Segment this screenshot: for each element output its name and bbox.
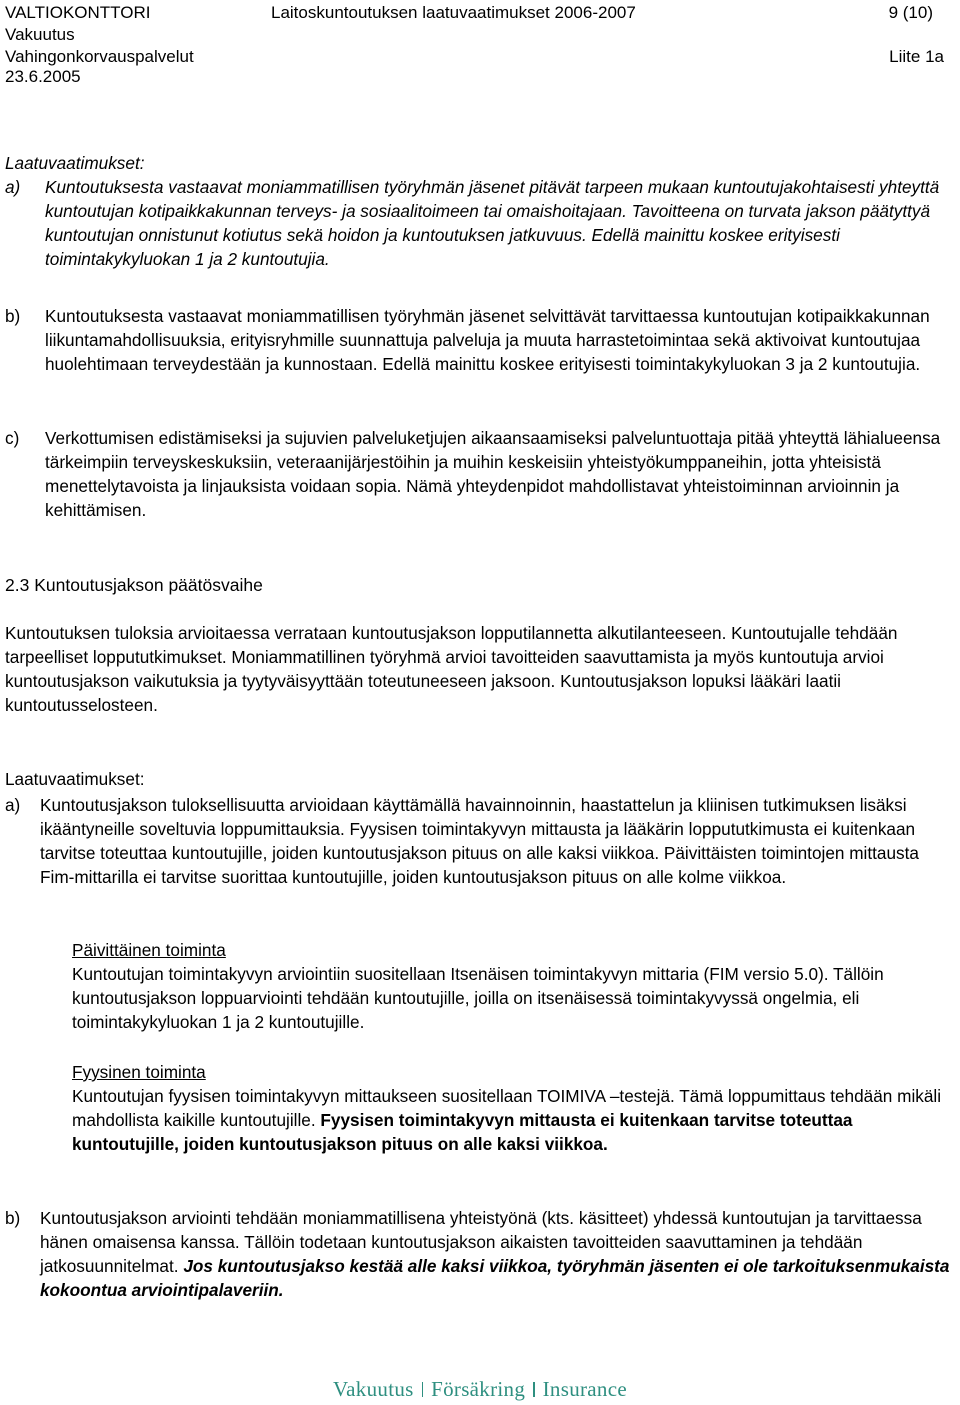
requirements-section-1 bbox=[5, 151, 955, 271]
section-paragraph: Kuntoutuksen tuloksia arvioitaessa verrataan kuntoutusjakson lopputilannetta alkutilanteeseen. Kuntoutujalle tehdään tarpeelliset loppututkimukset. Moniammatillinen työryhmä arvioi tavoitteiden saavuttamista ja myös kuntoutuja arvioi kuntoutusjakson vaikutuksia ja tyytyväisyyttään toteutuneeseen jaksoon. Kuntoutusjakson lopuksi lääkäri laatii kuntoutusselosteen. bbox=[5, 623, 898, 715]
requirements-heading: Laatuvaatimukset: bbox=[5, 153, 145, 173]
requirement-a-2 bbox=[5, 793, 955, 889]
requirement-label: b) bbox=[5, 306, 21, 326]
requirement-b bbox=[5, 304, 955, 376]
footer-separator bbox=[422, 1382, 424, 1397]
subsection-title: Fyysinen toiminta bbox=[72, 1062, 206, 1082]
subsection-bold-text: Fyysisen toimintakyvyn mittausta ei kuitenkaan tarvitse toteuttaa kuntoutujille, joiden kuntoutusjakson pituus on alle kaksi viikkoa. bbox=[72, 1110, 853, 1154]
footer-separator bbox=[533, 1382, 535, 1397]
page-number: 9 (10) bbox=[888, 3, 933, 22]
footer-word-swedish: Försäkring bbox=[431, 1377, 526, 1401]
footer-word-finnish: Vakuutus bbox=[333, 1377, 414, 1401]
requirement-label: a) bbox=[5, 177, 21, 197]
section-heading: 2.3 Kuntoutusjakson päätösvaihe bbox=[5, 575, 263, 595]
requirement-text: Kuntoutuksesta vastaavat moniammatillisen työryhmän jäsenet pitävät tarpeen mukaan kuntoutujakohtaisesti yhteyttä kuntoutujan kotipaikkakunnan terveys- ja sosiaalitoimeen tai omaishoitajaan. Tavoitteena on turvata jakson päätyttyä kuntoutujan onnistunut kotiutus sekä hoidon ja kuntoutuksen jatkuvuus. Edellä mainittu koskee erityisesti toimintakykyluokan 1 ja 2 kuntoutujia. bbox=[45, 177, 940, 269]
subsection-text: Kuntoutujan fyysisen toimintakyvyn mittaukseen suositellaan TOIMIVA –testejä. Tämä loppumittaus tehdään mikäli mahdollista kaikille kuntoutujille. Fyysisen toimintakyvyn mittausta ei kuitenkaan tarvitse toteuttaa kuntoutujille, joiden kuntoutusjakson pituus on alle kaksi viikkoa. bbox=[72, 1086, 942, 1154]
subsection-title: Päivittäinen toiminta bbox=[72, 940, 226, 960]
document-title: Laitoskuntoutuksen laatuvaatimukset 2006-2007 bbox=[271, 3, 636, 22]
requirement-text: Kuntoutuksesta vastaavat moniammatillisen työryhmän jäsenet selvittävät tarvittaessa kuntoutujan kotipaikkakunnan liikuntamahdollisuuksia, erityisryhmille suunnattuja palveluja ja muuta harrastetoimintaa sekä aktivoivat kuntoutujaa huolehtimaan terveydestään ja kunnostaan. Edellä mainittu koskee erityisesti toimintakykyluokan 3 ja 2 kuntoutujia. bbox=[45, 306, 930, 374]
department: Vakuutus bbox=[5, 25, 75, 44]
sub-department: Vahingonkorvauspalvelut bbox=[5, 47, 194, 66]
requirement-b-2 bbox=[5, 1206, 955, 1302]
requirement-bold-text: Jos kuntoutusjakso kestää alle kaksi viikkoa, työryhmän jäsenten ei ole tarkoituksenmukaista kokoontua arviointipalaveriin. bbox=[40, 1256, 950, 1300]
requirement-text: Kuntoutusjakson arviointi tehdään moniammatillisena yhteistyönä (kts. käsitteet) yhdessä kuntoutujan ja tarvittaessa hänen omaisensa kanssa. Tällöin todetaan kuntoutusjakson aikaisten tavoitteiden saavuttaminen ja tehdään jatkosuunnitelmat. Jos kuntoutusjakso kestää alle kaksi viikkoa, työryhmän jäsenten ei ole tarkoituksenmukaista kokoontua arviointipalaveriin. bbox=[40, 1208, 950, 1300]
subsection-daily-activities bbox=[5, 938, 955, 1034]
requirement-text: Kuntoutusjakson tuloksellisuutta arvioidaan käyttämällä havainnoinnin, haastattelun ja kliinisen tutkimuksen lisäksi ikääntyneille soveltuvia loppumittauksia. Fyysisen toimintakyvyn mittausta ja lääkärin loppututkimusta ei kuitenkaan tarvitse toteuttaa kuntoutujille, joiden kuntoutusjakson pituus on alle kaksi viikkoa. Päivittäisten toimintojen mittausta Fim-mittarilla ei tarvitse suorittaa kuntoutujille, joiden kuntoutusjakson pituus on alle kolme viikkoa. bbox=[40, 795, 919, 887]
document-date: 23.6.2005 bbox=[5, 67, 81, 86]
requirement-label: c) bbox=[5, 428, 20, 448]
footer-logo bbox=[0, 1377, 960, 1402]
requirement-a bbox=[5, 175, 955, 271]
appendix-label: Liite 1a bbox=[889, 47, 944, 66]
requirement-label: a) bbox=[5, 795, 21, 815]
requirements-heading-2: Laatuvaatimukset: bbox=[5, 769, 145, 789]
requirement-text: Verkottumisen edistämiseksi ja sujuvien palveluketjujen aikaansaamiseksi palveluntuottaja pitää yhteyttä lähialueensa tärkeimpiin terveyskeskuksiin, veteraanijärjestöihin ja muihin keskeisiin yhteistyökumppaneihin, jotta yhteisistä menettelytavoista ja linjauksista voidaan sopia. Nämä yhteydenpidot mahdollistavat yhteistoiminnan arvioinnin ja kehittämisen. bbox=[45, 428, 941, 520]
subsection-text: Kuntoutujan toimintakyvyn arviointiin suositellaan Itsenäisen toimintakyvyn mittaria (FIM versio 5.0). Tällöin kuntoutusjakson loppuarviointi tehdään kuntoutujille, joilla on itsenäisessä toimintakyvyssä ongelmia, eli toimintakykyluokan 1 ja 2 kuntoutujille. bbox=[72, 964, 884, 1032]
footer-word-english: Insurance bbox=[542, 1377, 627, 1401]
org-name: VALTIOKONTTORI bbox=[5, 3, 151, 22]
requirement-c bbox=[5, 426, 955, 522]
requirement-label: b) bbox=[5, 1208, 21, 1228]
subsection-physical-activities bbox=[5, 1060, 955, 1156]
